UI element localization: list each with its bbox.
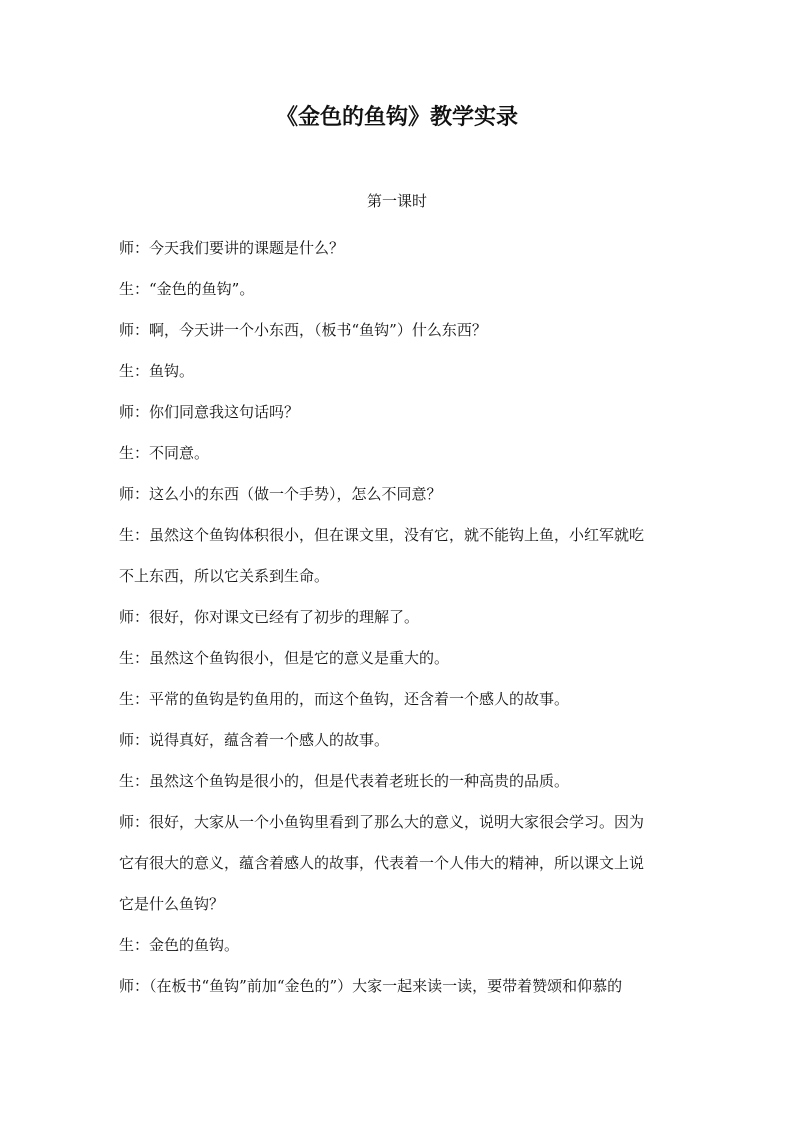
transcript-line: 师：啊，今天讲一个小东西，（板书“鱼钩”）什么东西？ (119, 321, 487, 339)
transcript-line: 师：（在板书“鱼钩”前加“金色的”）大家一起来读一读，要带着赞颂和仰慕的 (119, 977, 623, 995)
document-title: 《金色的鱼钩》教学实录 (275, 105, 518, 130)
transcript-body (119, 228, 675, 1007)
transcript-line: 它是什么鱼钩？ (119, 895, 225, 913)
lesson-heading: 第一课时 (366, 192, 427, 210)
transcript-line: 师：这么小的东西（做一个手势），怎么不同意？ (119, 485, 442, 503)
transcript-line: 生：虽然这个鱼钩体积很小，但在课文里，没有它，就不能钩上鱼，小红军就吃 (119, 526, 645, 544)
transcript-line: 生：“金色的鱼钩”。 (119, 280, 255, 298)
transcript-line: 师：很好，大家从一个小鱼钩里看到了那么大的意义，说明大家很会学习。因为 (119, 813, 645, 831)
transcript-line: 生：鱼钩。 (119, 362, 195, 380)
transcript-line: 生：虽然这个鱼钩是很小的，但是代表着老班长的一种高贵的品质。 (119, 772, 570, 790)
transcript-line: 它有很大的意义，蕴含着感人的故事，代表着一个人伟大的精神，所以课文上说 (119, 854, 645, 872)
transcript-line: 生：不同意。 (119, 444, 210, 462)
transcript-line: 师：说得真好，蕴含着一个感人的故事。 (119, 731, 390, 749)
transcript-line: 生：金色的鱼钩。 (119, 936, 240, 954)
transcript-line: 生：虽然这个鱼钩很小，但是它的意义是重大的。 (119, 649, 450, 667)
transcript-line: 师：你们同意我这句话吗？ (119, 403, 300, 421)
transcript-line: 不上东西，所以它关系到生命。 (119, 567, 330, 585)
transcript-line: 师：今天我们要讲的课题是什么？ (119, 239, 345, 257)
transcript-line: 生：平常的鱼钩是钓鱼用的，而这个鱼钩，还含着一个感人的故事。 (119, 690, 570, 708)
transcript-line: 师：很好，你对课文已经有了初步的理解了。 (119, 608, 420, 626)
